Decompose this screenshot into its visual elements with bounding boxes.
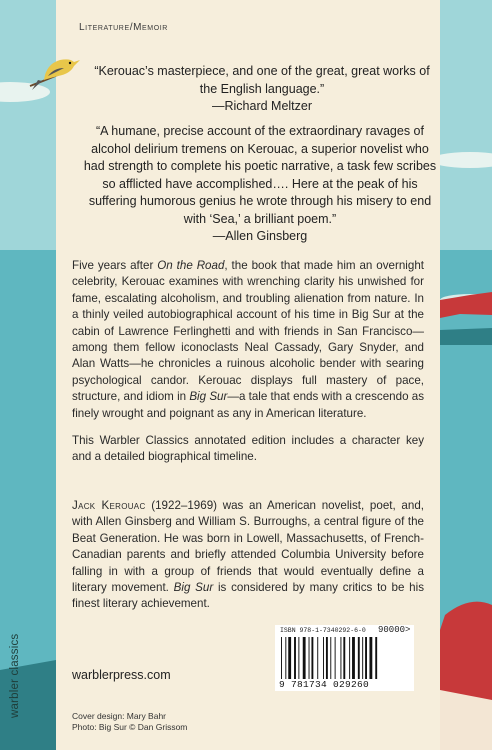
- barcode-bar: [317, 637, 318, 679]
- barcode-number: 9 781734 029260: [279, 679, 370, 690]
- barcode-bar: [349, 637, 350, 679]
- book-title: On the Road: [157, 259, 225, 272]
- barcode-bar: [369, 637, 372, 679]
- book-title: Big Sur: [189, 390, 228, 404]
- author-bio: [72, 498, 424, 613]
- barcode-bar: [352, 637, 355, 679]
- quote-author: —Richard Meltzer: [211, 99, 313, 113]
- text-run: , the book that made him an overnight celebrity, Kerouac examines with wrenching clarity his unwished for fame, escalating alcoholism, and troubling alienation from nature. In a thinly veiled autobiographical account of his time in Big Sur at the cabin of Lawrence Ferlinghetti and with friends in San Francisco—among them fellow iconoclasts Neal Cassady, Gary Snyder, and Alan Watts—he chronicles a ruinous alcoholic bender with searing psychological candor. Kerouac displays full mastery of pace, structure, and idiom in: [72, 259, 424, 404]
- price-code: 90000>: [378, 625, 411, 635]
- category-label: Literature/Memoir: [79, 22, 168, 33]
- barcode-bar: [294, 637, 296, 679]
- design-credit: Cover design: Mary Bahr: [72, 711, 167, 721]
- rock-highlight: [440, 690, 492, 750]
- barcode-bar: [375, 637, 377, 679]
- text-run: is considered by many critics to be his finest literary achievement.: [72, 581, 424, 611]
- barcode-bar: [365, 637, 367, 679]
- text-run: Five years after: [72, 259, 158, 272]
- series-spine-text: warbler classics: [9, 633, 21, 718]
- quote-text: “A humane, precise account of the extraordinary ravages of alcohol delirium tremens on Kerouac, a superior novelist who had strength to complete his poetic narrative, a task few scribes so afflicted have accomplished…. Here at the peak of his suffering humorous genius he wrote through his misery to end with ‘Sea,’ a brilliant poem.”: [83, 124, 437, 226]
- barcode-bar: [285, 637, 286, 679]
- barcode-bar: [303, 637, 306, 679]
- edition-paragraph: This Warbler Classics annotated edition includes a character key and a detailed biographical timeline.: [72, 434, 424, 464]
- quote-ginsberg: [82, 123, 438, 246]
- warbler-bird-icon: [26, 50, 86, 92]
- sea-band: [440, 328, 492, 345]
- barcode-bar: [323, 637, 324, 679]
- isbn-label: ISBN 978-1-7340292-6-0: [280, 627, 366, 634]
- barcode-bar: [330, 637, 331, 679]
- quote-meltzer: [92, 63, 432, 116]
- barcode-bar: [298, 637, 299, 679]
- barcode-bar: [358, 637, 360, 679]
- text-run: —a tale that ends with a crescendo as finely wrought and poignant as any in American literature.: [72, 390, 424, 420]
- author-name: Jack Kerouac: [72, 499, 146, 512]
- barcode-bar: [343, 637, 345, 679]
- cover-credits: [72, 711, 187, 733]
- quote-author: —Allen Ginsberg: [212, 229, 308, 243]
- barcode-bar: [288, 637, 291, 679]
- description-paragraph: [72, 258, 424, 422]
- barcode-bar: [281, 637, 282, 679]
- photo-credit: Photo: Big Sur © Dan Grissom: [72, 722, 188, 732]
- quote-text: “Kerouac’s masterpiece, and one of the great, great works of the English language.”: [94, 64, 430, 96]
- book-title: Big Sur: [173, 581, 214, 595]
- barcode-bar: [309, 637, 310, 679]
- publisher-url[interactable]: warblerpress.com: [72, 668, 171, 682]
- barcode-bar: [311, 637, 313, 679]
- barcode-bar: [335, 637, 336, 679]
- barcode-bar: [326, 637, 328, 679]
- barcode-bar: [340, 637, 341, 679]
- barcode-bar: [362, 637, 363, 679]
- barcode-bars: [281, 637, 409, 679]
- text-run: (1922–1969) was an American novelist, poet, and, with Allen Ginsberg and William S. Burroughs, a central figure of the Beat Generation. He was born in Lowell, Massachusetts, of French-Canadian parents and briefly attended Columbia University before falling in with a group of friends that would eventually define a literary movement.: [72, 499, 424, 595]
